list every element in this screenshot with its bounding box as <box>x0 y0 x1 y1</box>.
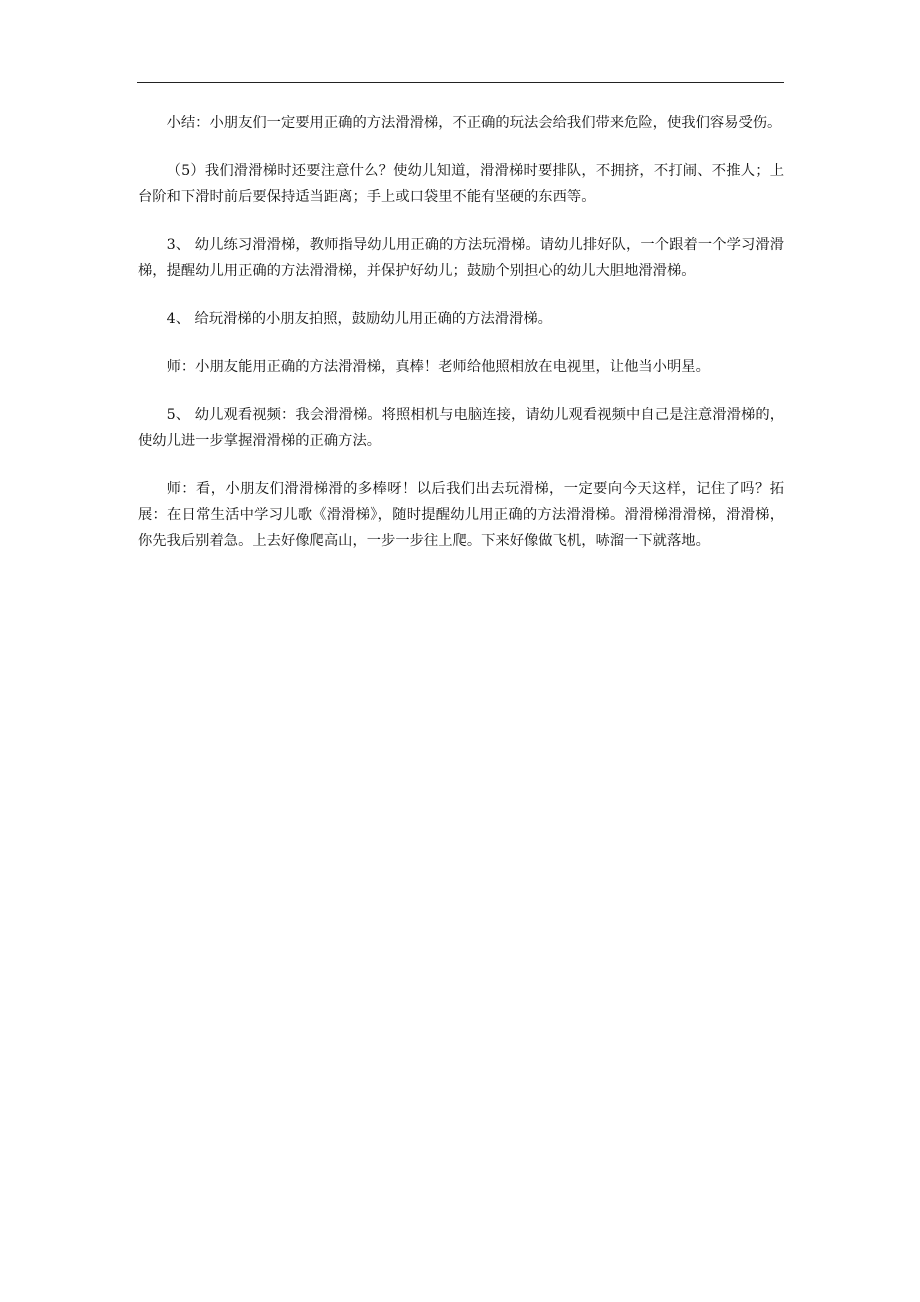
paragraph-safety-notes: （5）我们滑滑梯时还要注意什么？使幼儿知道，滑滑梯时要排队，不拥挤，不打闹、不推人；上台阶和下滑时前后要保持适当距离；手上或口袋里不能有坚硬的东西等。 <box>138 163 784 205</box>
paragraph-step-3: 3、 幼儿练习滑滑梯，教师指导幼儿用正确的方法玩滑梯。请幼儿排好队，一个跟着一个学习滑滑梯，提醒幼儿用正确的方法滑滑梯，并保护好幼儿；鼓励个别担心的幼儿大胆地滑滑梯。 <box>138 237 784 279</box>
document-body <box>138 110 784 576</box>
header-rule <box>137 82 784 83</box>
paragraph-summary: 小结：小朋友们一定要用正确的方法滑滑梯，不正确的玩法会给我们带来危险，使我们容易受伤。 <box>166 115 782 131</box>
paragraph-extension: 师：看，小朋友们滑滑梯滑的多棒呀！以后我们出去玩滑梯，一定要向今天这样，记住了吗？拓展：在日常生活中学习儿歌《滑滑梯》，随时提醒幼儿用正确的方法滑滑梯。滑滑梯滑滑梯，滑滑梯，你先我后别着急。上去好像爬高山，一步一步往上爬。下来好像做飞机，哧溜一下就落地。 <box>138 481 784 549</box>
paragraph-step-5: 5、 幼儿观看视频：我会滑滑梯。将照相机与电脑连接，请幼儿观看视频中自己是注意滑滑梯的，使幼儿进一步掌握滑滑梯的正确方法。 <box>138 407 784 449</box>
paragraph-step-4: 4、 给玩滑梯的小朋友拍照，鼓励幼儿用正确的方法滑滑梯。 <box>166 311 552 327</box>
paragraph-teacher-praise: 师：小朋友能用正确的方法滑滑梯，真棒！老师给他照相放在电视里，让他当小明星。 <box>166 359 710 375</box>
